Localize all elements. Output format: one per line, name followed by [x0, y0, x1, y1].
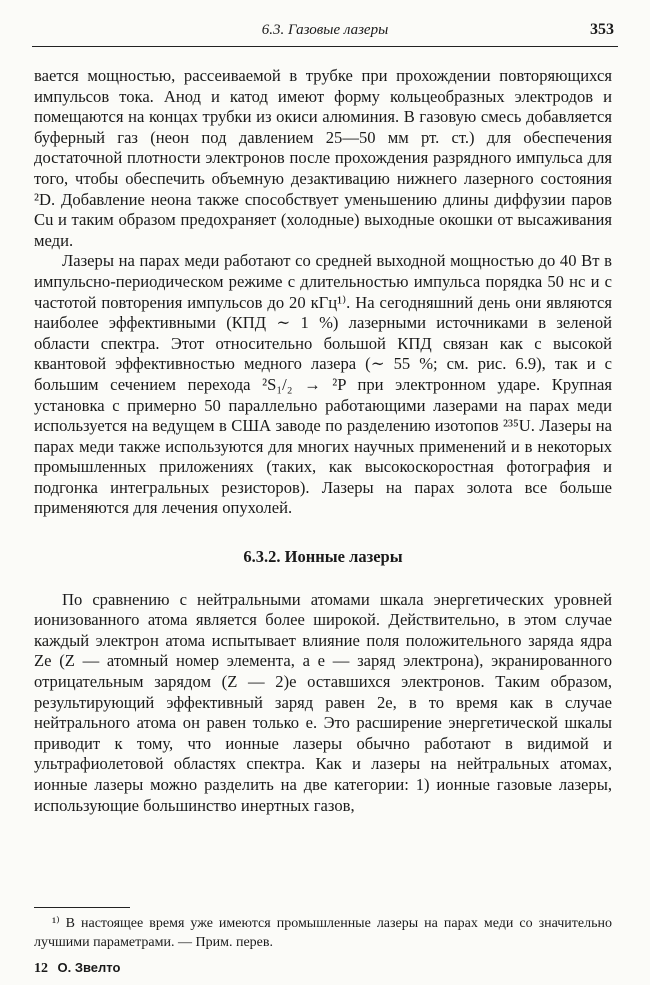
section-heading: 6.3.2. Ионные лазеры [243, 547, 403, 567]
paragraph-copper-lasers: Лазеры на парах меди работают со средней выходной мощностью до 40 Вт в импульсно-периодическом режиме с длительностью импульса порядка 50 нс и с частотой повторения импульсов до 20 кГц¹⁾. На сегодняшний день они являются наиболее эффективными (КПД ∼ 1 %) лазерными источниками в зеленой области спектра. Этот относительно большой КПД связан как с высокой квантовой эффективностью медного лазера (∼ 55 %; см. рис. 6.9), так и с большим сечением перехода ²S₁/₂ → ²P при электронном ударе. Крупная установка с примерно 50 параллельно работающими лазерами на парах меди используется на ведущем в США заводе по разделению изотопов ²³⁵U. Лазеры на парах меди также используются для многих научных применений и в некоторых промышленных приложениях (таких, как высокоскоростная фотография и подгонка интегральных резисторов). Лазеры на парах золота все больше применяются для лечения опухолей. [34, 251, 612, 518]
running-head [32, 20, 618, 47]
paragraph-continued: вается мощностью, рассеиваемой в трубке при прохождении повторяющихся импульсов тока. Анод и катод имеют форму кольцеобразных электродов и помещаются на концах трубки из окиси алюминия. В газовую смесь добавляется буферный газ (неон под давлением 25—50 мм рт. ст.) для обеспечения достаточной плотности электронов после прохождения разрядного импульса для того, чтобы обеспечить объемную дезактивацию нижнего лазерного состояния ²D. Добавление неона также способствует уменьшению длины диффузии паров Cu и таким образом предохраняет (холодные) выходные окошки от высаживания меди. [34, 66, 612, 250]
footnote: ¹⁾ В настоящее время уже имеются промышленные лазеры на парах меди со значительно лучшими параметрами. — Прим. перев. [34, 916, 612, 950]
footnote-rule [34, 907, 130, 908]
paragraph-ion-lasers: По сравнению с нейтральными атомами шкала энергетических уровней ионизованного атома является более широкой. Действительно, в этом случае каждый электрон атома испытывает влияние поля положительного заряда ядра Ze (Z — атомный номер элемента, а e — заряд электрона), экранированного отрицательным зарядом (Z — 2)e оставшихся электронов. Таким образом, результирующий эффективный заряд равен 2e, в то время как в случае нейтрального атома он равен только e. Это расширение энергетической шкалы приводит к тому, что ионные лазеры обычно работают в видимой и ультрафиолетовой областях спектра. Как и лазеры на нейтральных атомах, ионные лазеры можно разделить на две категории: 1) ионные газовые лазеры, использующие большинство инертных газов, [34, 589, 612, 815]
body-text [34, 66, 612, 816]
signature-number: 12 [34, 961, 48, 976]
page-number: 353 [590, 21, 614, 38]
printer-signature [34, 960, 120, 977]
signature-name: О. Звелто [57, 960, 121, 975]
running-title: 6.3. Газовые лазеры [261, 22, 389, 38]
